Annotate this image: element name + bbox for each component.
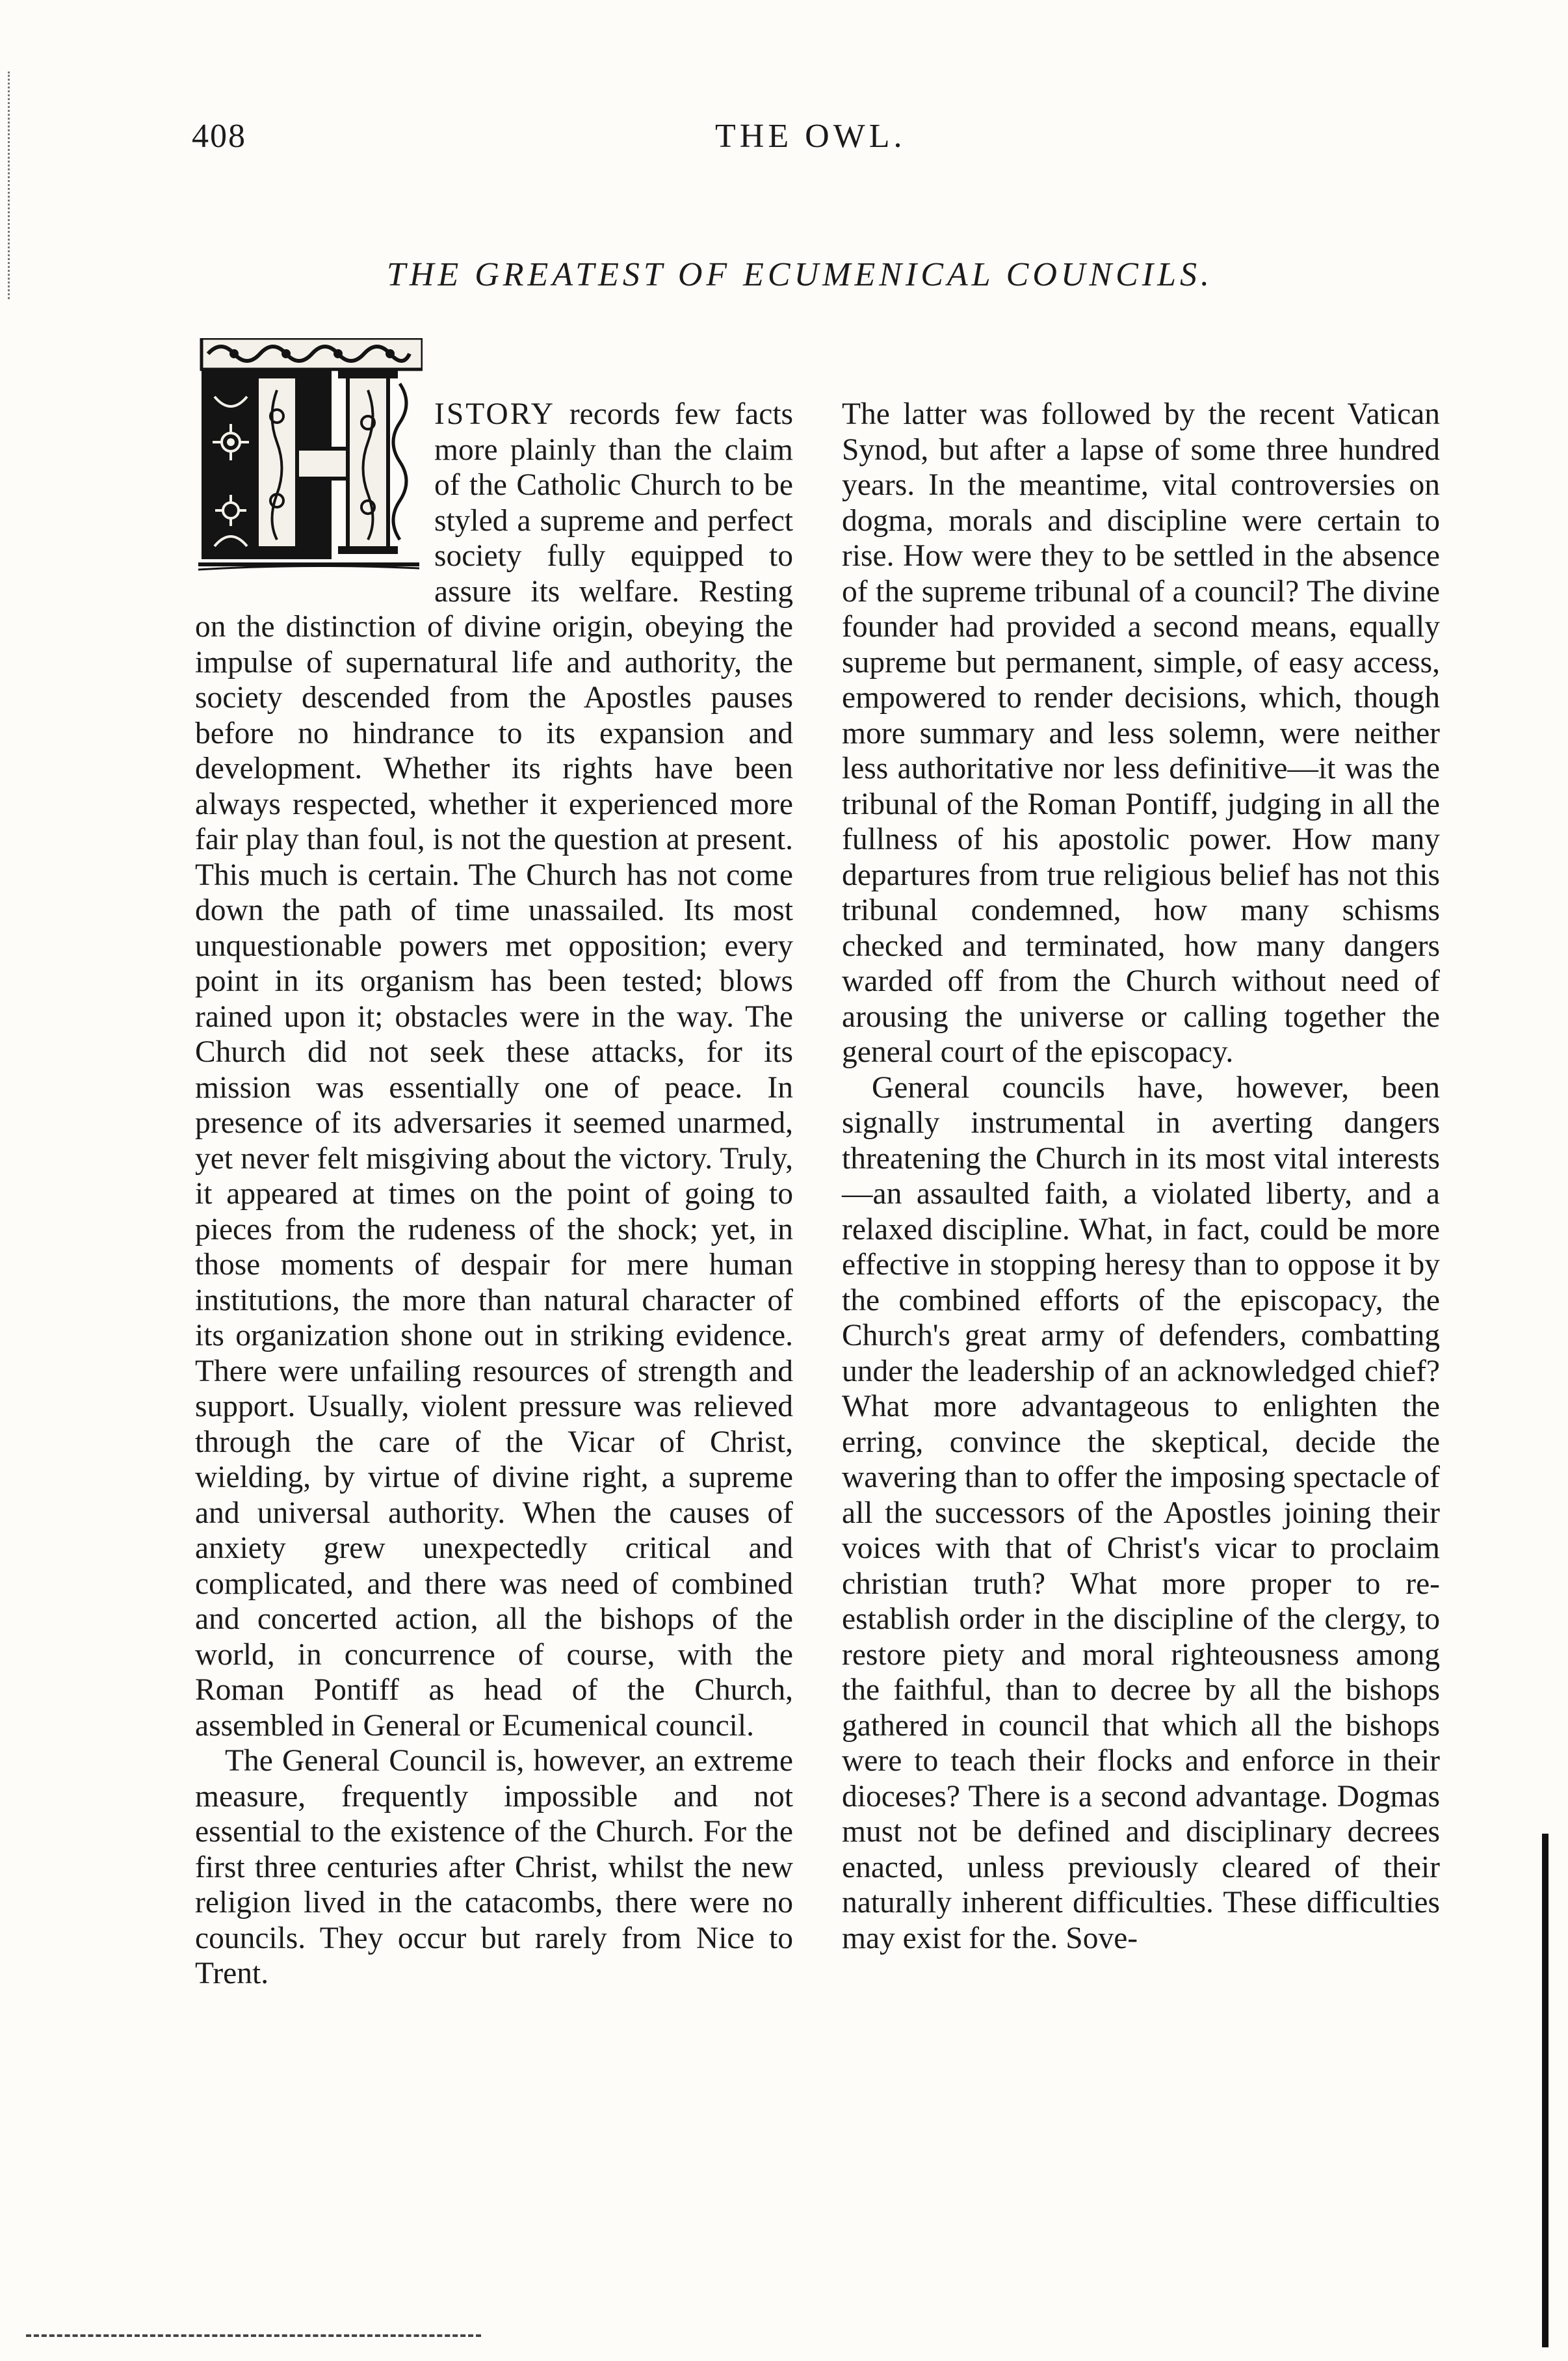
left-column [195,397,793,1992]
right-paragraph-1: The latter was followed by the recent Vatican Synod, but after a lapse of some three hundred years. In the meantime, vital controversies on dogma, morals and discipline were certain to rise. How were they to be settled in the absence of the supreme tribunal of a council? The divine founder had provided a second means, equally supreme but permanent, simple, of easy access, empowered to render decisions, which, though more summary and less solemn, were neither less authoritative nor less definitive—it was the tribunal of the Roman Pontiff, judging in all the fullness of his apostolic power. How many departures from true religious belief has not this tribunal condemned, how many schisms checked and terminated, how many dangers warded off from the Church without need of arousing the universe or calling together the general court of the episcopacy. [842,397,1440,1069]
scan-edge-rule [1542,1834,1548,2347]
left-paragraph-1: records few facts more plainly than the claim of the Catholic Church to be styled a supreme and perfect society fully equipped to assure its welfare. Resting on the distinction of divine origin, obeying the impulse of supernatural life and authority, the society descended from the Apostles pauses before no hindrance to its expansion and development. Whether its rights have been always respected, whether it experienced more fair play than foul, is not the question at present. This much is certain. The Church has not come down the path of time unassailed. Its most unquestionable powers met opposition; every point in its organism has been tested; blows rained upon it; obstacles were in the way. The Church did not seek these attacks, for its mission was essentially one of peace. In presence of its adversaries it seemed unarmed, yet never felt misgiving about the victory. Truly, it appeared at times on the point of going to pieces from the rudeness of the shock; yet, in those moments of despair for mere human institutions, the more than natural character of its organization shone out in striking evidence. There were unfailing resources of strength and support. Usually, violent pressure was relieved through the care of the Vicar of Christ, wielding, by virtue of divine right, a supreme and universal authority. When the causes of anxiety grew unexpectedly critical and complicated, and there was need of combined and concerted action, all the bishops of the world, in concurrence of course, with the Roman Pontiff as head of the Church, assembled in General or Ecumenical council. [195,397,793,1743]
right-paragraph-2: General councils have, however, been signally instrumental in averting dangers threatening the Church in its most vital interests—an assaulted faith, a violated liberty, and a relaxed discipline. What, in fact, could be more effective in stopping heresy than to oppose it by the combined efforts of the episcopacy, the Church's great army of defenders, combatting under the leadership of an acknowledged chief? What more advantageous to enlighten the erring, convince the skeptical, decide the wavering than to offer the imposing spectacle of all the successors of the Apostles joining their voices with that of Christ's vicar to proclaim christian truth? What more proper to re-establish order in the discipline of the clergy, to restore piety and moral righteousness among the faithful, than to decree by all the bishops gathered in council that which all the bishops were to teach their flocks and enforce in their dioceses? There is a second advantage. Dogmas must not be defined and disciplinary decrees enacted, unless previously cleared of their naturally inherent difficulties. These difficulties may exist for the. Sove- [842,1070,1440,1955]
left-paragraph-2: The General Council is, however, an extreme measure, frequently impossible and not essential to the existence of the Church. For the first three centuries after Christ, whilst the new religion lived in the catacombs, there were no councils. They occur but rarely from Nice to Trent. [195,1744,793,1990]
running-head: THE OWL. [715,118,906,155]
page-number: 408 [192,118,246,155]
article-title: THE GREATEST OF ECUMENICAL COUNCILS. [387,256,1214,293]
scan-margin-marks [8,72,14,299]
right-column [842,397,1440,1956]
first-word: ISTORY [434,397,556,431]
scan-bottom-rule [26,2334,481,2337]
ornamental-drop-cap-h [195,338,423,575]
